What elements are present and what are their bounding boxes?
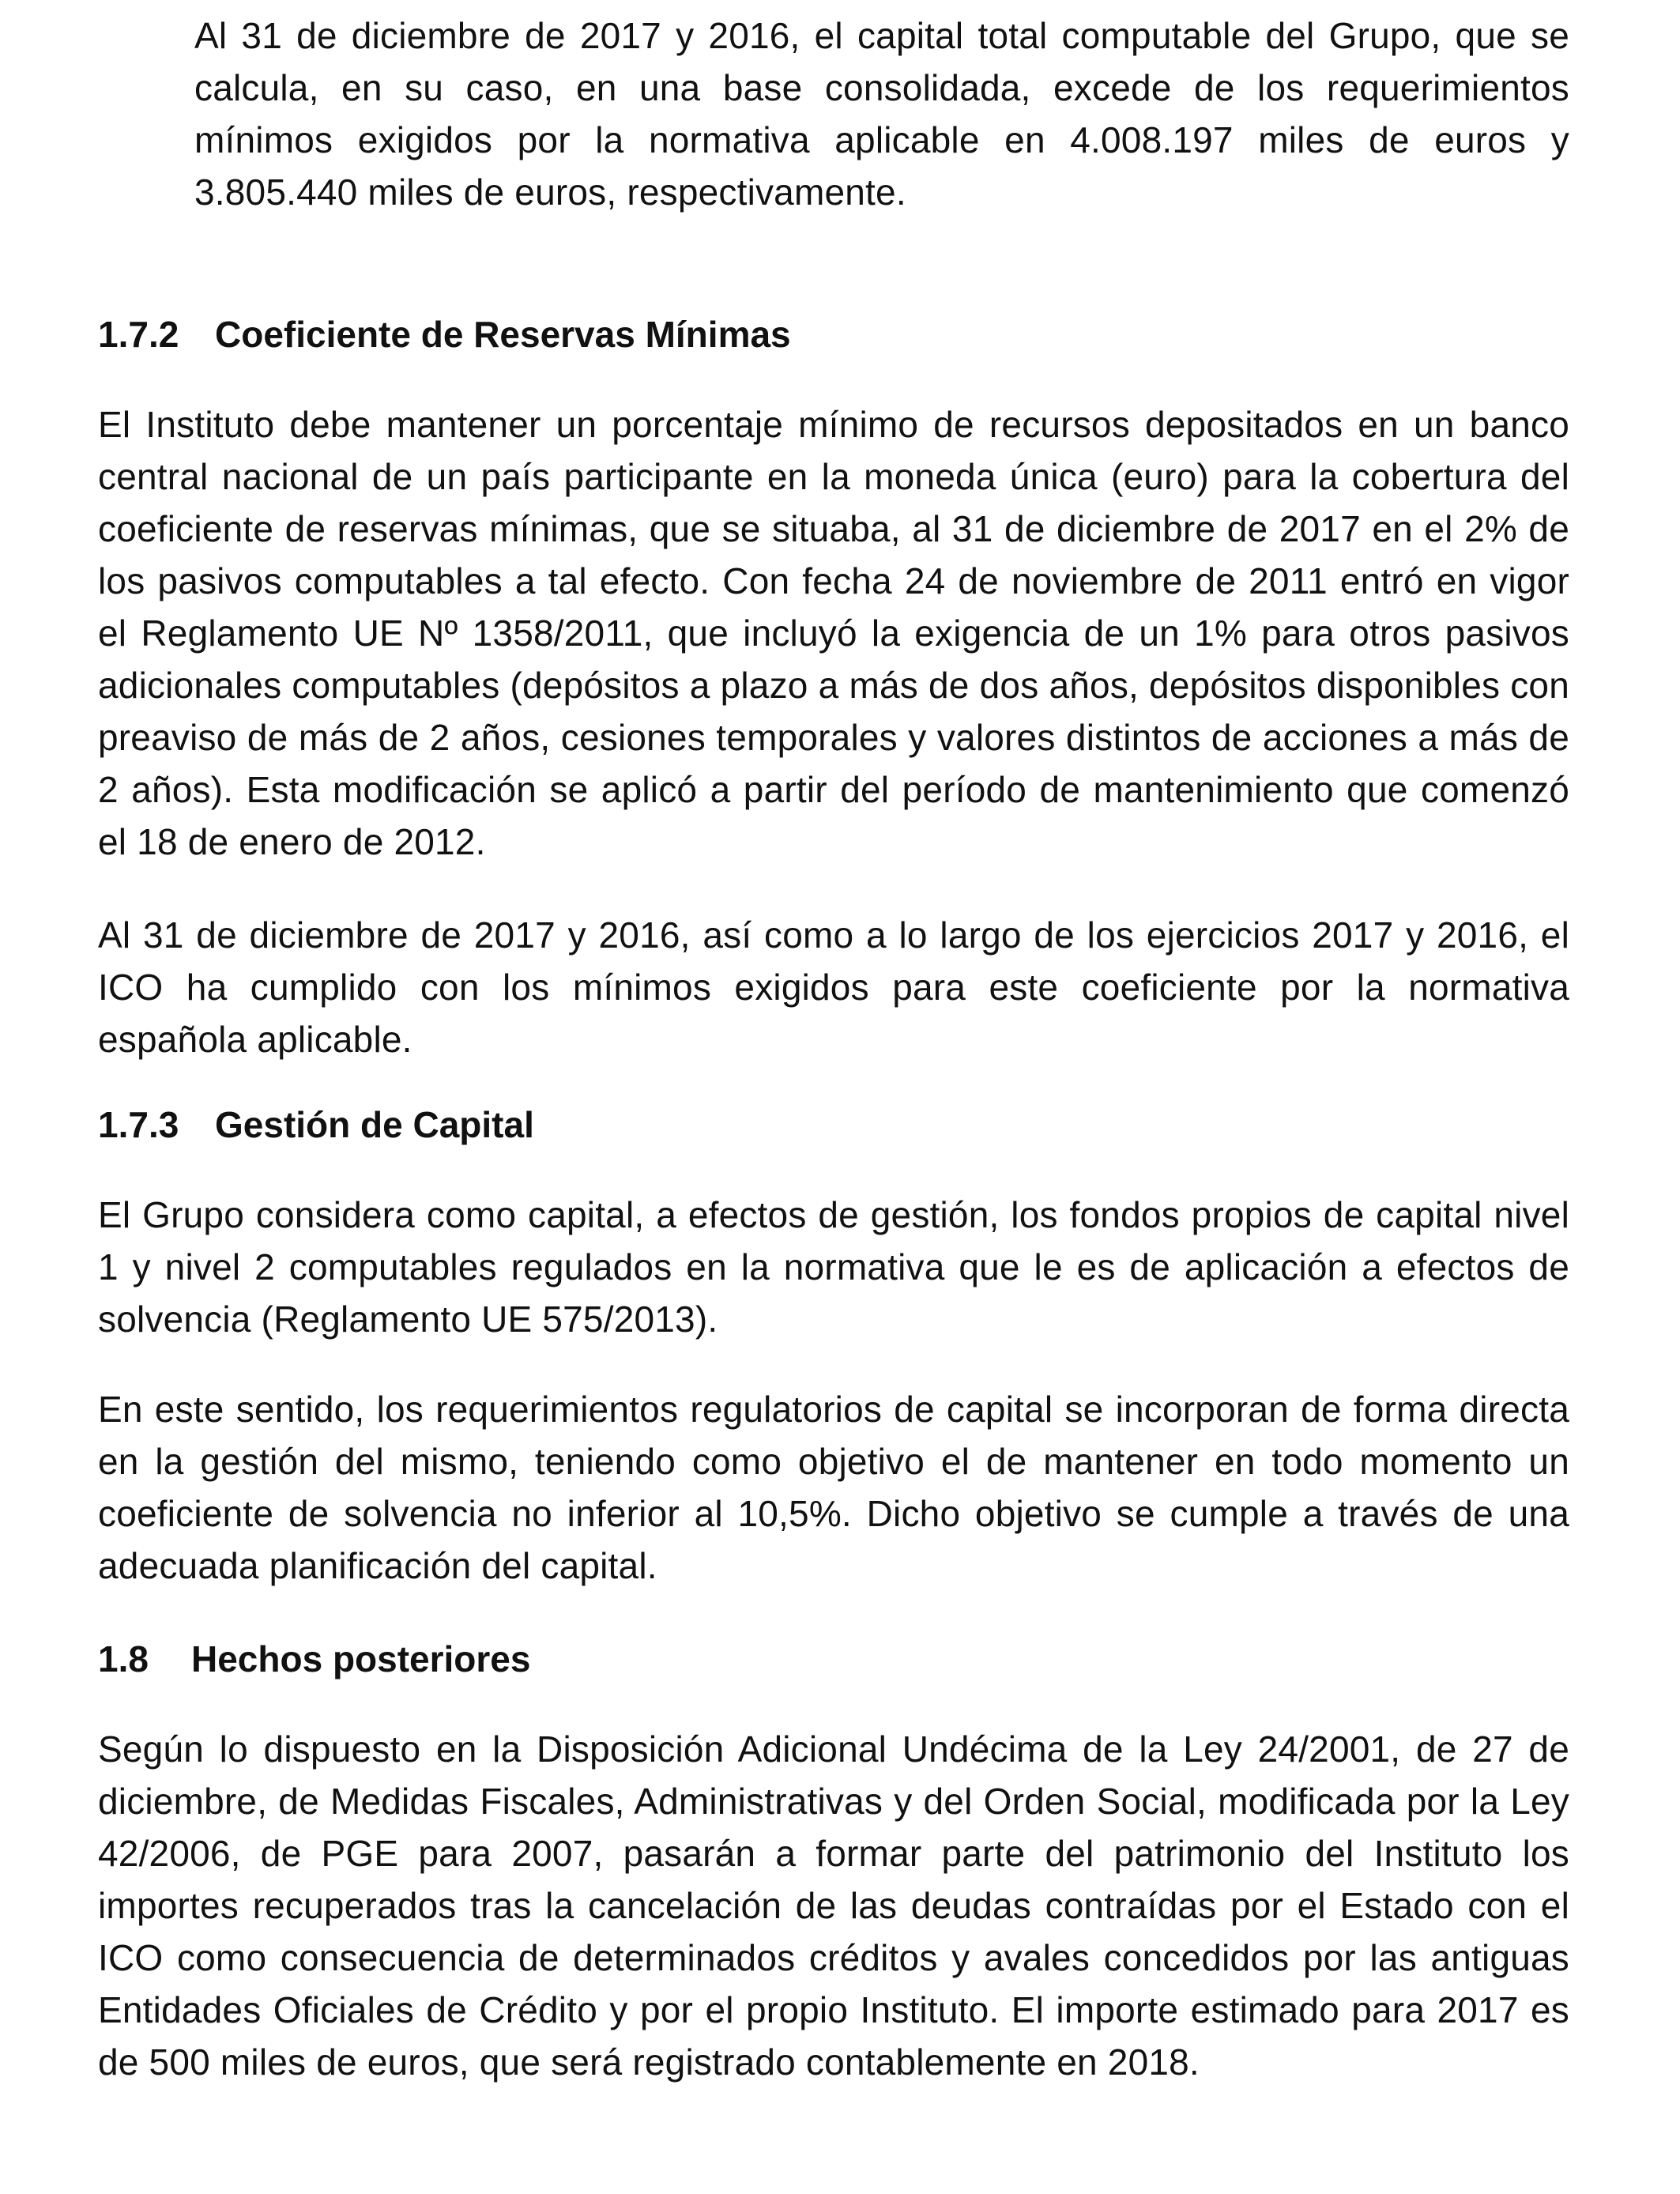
section-title: Gestión de Capital — [215, 1104, 534, 1145]
hechos-paragraph-1: Según lo dispuesto en la Disposición Adicional Undécima de la Ley 24/2001, de 27 de diciembre, de Medidas Fiscales, Administrativas y del Orden Social, modificada por la Ley 42/2006, de PGE para 2007, pasarán a formar parte del patrimonio del Instituto los importes recuperados tras la cancelación de las deudas contraídas por el Estado con el ICO como consecuencia de determinados créditos y avales concedidos por las antiguas Entidades Oficiales de Crédito y por el propio Instituto. El importe estimado para 2017 es de 500 miles de euros, que será registrado contablemente en 2018. — [98, 1728, 1569, 2083]
capital-paragraph-1: El Grupo considera como capital, a efectos de gestión, los fondos propios de capital nivel 1 y nivel 2 computables regulados en la normativa que le es de aplicación a efectos de solvencia (Reglamento UE 575/2013). — [98, 1194, 1569, 1340]
section-number: 1.8 — [98, 1638, 149, 1679]
section-heading-reservas — [98, 308, 791, 360]
intro-paragraph: Al 31 de diciembre de 2017 y 2016, el capital total computable del Grupo, que se calcula, en su caso, en una base consolidada, excede de los requerimientos mínimos exigidos por la normativa aplicable en 4.008.197 miles de euros y 3.805.440 miles de euros, respectivamente. — [194, 15, 1569, 213]
section-number: 1.7.3 — [98, 1104, 179, 1145]
capital-paragraph-2: En este sentido, los requerimientos regulatorios de capital se incorporan de forma directa en la gestión del mismo, teniendo como objetivo el de mantener en todo momento un coeficiente de solvencia no inferior al 10,5%. Dicho objetivo se cumple a través de una adecuada planificación del capital. — [98, 1389, 1569, 1586]
section-number: 1.7.2 — [98, 314, 179, 355]
reservas-paragraph-2: Al 31 de diciembre de 2017 y 2016, así como a lo largo de los ejercicios 2017 y 2016, el ICO ha cumplido con los mínimos exigidos para este coeficiente por la normativa española aplicable. — [98, 914, 1569, 1060]
section-title: Hechos posteriores — [191, 1638, 531, 1679]
section-heading-capital — [98, 1099, 534, 1151]
section-heading-hechos — [98, 1633, 530, 1685]
section-title: Coeficiente de Reservas Mínimas — [215, 314, 791, 355]
reservas-paragraph-1: El Instituto debe mantener un porcentaje mínimo de recursos depositados en un banco central nacional de un país participante en la moneda única (euro) para la cobertura del coeficiente de reservas mínimas, que se situaba, al 31 de diciembre de 2017 en el 2% de los pasivos computables a tal efecto. Con fecha 24 de noviembre de 2011 entró en vigor el Reglamento UE Nº 1358/2011, que incluyó la exigencia de un 1% para otros pasivos adicionales computables (depósitos a plazo a más de dos años, depósitos disponibles con preaviso de más de 2 años, cesiones temporales y valores distintos de acciones a más de 2 años). Esta modificación se aplicó a partir del período de mantenimiento que comenzó el 18 de enero de 2012. — [98, 404, 1569, 862]
